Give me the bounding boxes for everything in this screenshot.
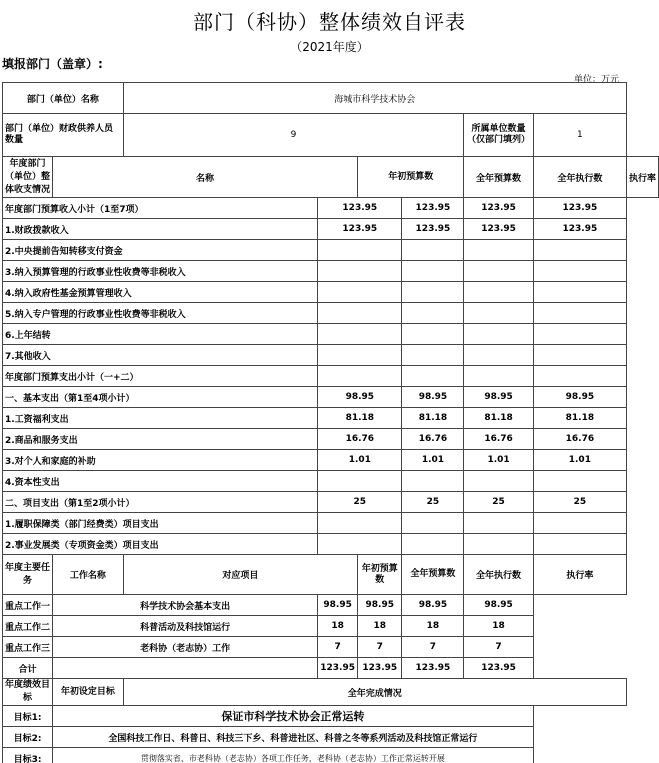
task-row-annual: 98.95 bbox=[358, 595, 402, 616]
budget-row-annual: 98.95 bbox=[402, 387, 464, 408]
staff-label: 部门（单位）财政供养人员数量 bbox=[3, 114, 124, 157]
budget-row-initial bbox=[318, 471, 402, 492]
budget-row bbox=[3, 513, 659, 534]
budget-row-exec: 81.18 bbox=[464, 408, 533, 429]
budget-row bbox=[3, 387, 659, 408]
budget-row-annual: 81.18 bbox=[402, 408, 464, 429]
budget-row-annual: 123.95 bbox=[402, 219, 464, 240]
task-row-project: 科学技术协会基本支出 bbox=[53, 595, 318, 616]
budget-row-name: 一、基本支出（第1至4项小计） bbox=[3, 387, 318, 408]
budget-row-exec: 25 bbox=[464, 492, 533, 513]
budget-row-rate bbox=[533, 282, 626, 303]
budget-row-name: 5.纳入专户管理的行政事业性收费等非税收入 bbox=[3, 303, 318, 324]
budget-row-annual bbox=[402, 324, 464, 345]
task-row-annual: 18 bbox=[358, 616, 402, 637]
budget-row-rate bbox=[533, 240, 626, 261]
task-total-v2: 123.95 bbox=[358, 658, 402, 679]
budget-row-name: 4.纳入政府性基金预算管理收入 bbox=[3, 282, 318, 303]
task-header-project: 对应项目 bbox=[123, 555, 357, 595]
goal-row-label: 目标3: bbox=[3, 748, 53, 763]
budget-row-rate: 123.95 bbox=[533, 198, 626, 219]
budget-row-rate: 98.95 bbox=[533, 387, 626, 408]
goals-header-done: 全年完成情况 bbox=[123, 679, 626, 706]
budget-row-name: 7.其他收入 bbox=[3, 345, 318, 366]
budget-row-initial bbox=[318, 303, 402, 324]
task-row-exec: 18 bbox=[402, 616, 464, 637]
budget-row-annual bbox=[402, 366, 464, 387]
goal-row-text: 全国科技工作日、科普日、科技三下乡、科普进社区、科普之冬等系列活动及科技馆正常运行 bbox=[53, 727, 534, 748]
task-header-annual: 全年预算数 bbox=[402, 555, 464, 595]
budget-row-initial: 16.76 bbox=[318, 429, 402, 450]
task-header-name: 工作名称 bbox=[53, 555, 124, 595]
budget-row bbox=[3, 534, 659, 555]
budget-row-initial bbox=[318, 345, 402, 366]
task-total-v1: 123.95 bbox=[318, 658, 358, 679]
budget-row-rate: 81.18 bbox=[533, 408, 626, 429]
budget-row bbox=[3, 408, 659, 429]
goal-row bbox=[3, 706, 659, 727]
task-row bbox=[3, 595, 659, 616]
tasks-section-label: 年度主要任务 bbox=[3, 555, 53, 595]
budget-row-exec: 123.95 bbox=[464, 219, 533, 240]
budget-row-name: 3.对个人和家庭的补助 bbox=[3, 450, 318, 471]
budget-row-exec bbox=[464, 534, 533, 555]
goal-row bbox=[3, 748, 659, 763]
budget-row-exec: 1.01 bbox=[464, 450, 533, 471]
col-header-initial-budget: 年初预算数 bbox=[358, 157, 464, 198]
budget-row-rate bbox=[533, 534, 626, 555]
budget-row-exec bbox=[464, 282, 533, 303]
budget-row bbox=[3, 261, 659, 282]
budget-row-rate bbox=[533, 471, 626, 492]
task-row-name: 重点工作二 bbox=[3, 616, 53, 637]
task-row-initial: 7 bbox=[318, 637, 358, 658]
task-header-rate: 执行率 bbox=[533, 555, 626, 595]
task-row bbox=[3, 637, 659, 658]
sub-units-label: 所属单位数量（仅部门填列） bbox=[464, 114, 533, 157]
budget-row-annual: 123.95 bbox=[402, 198, 464, 219]
col-header-name: 名称 bbox=[53, 157, 358, 198]
task-total-label: 合计 bbox=[3, 658, 53, 679]
budget-row-initial bbox=[318, 513, 402, 534]
task-total-v4: 123.95 bbox=[464, 658, 533, 679]
budget-row-name: 3.纳入预算管理的行政事业性收费等非税收入 bbox=[3, 261, 318, 282]
budget-row-initial: 123.95 bbox=[318, 219, 402, 240]
budget-row bbox=[3, 282, 659, 303]
col-header-exec-rate: 执行率 bbox=[626, 157, 658, 198]
budget-row-exec bbox=[464, 240, 533, 261]
budget-row-annual: 25 bbox=[402, 492, 464, 513]
goal-row-label: 目标1: bbox=[3, 706, 53, 727]
dept-name-label: 部门（单位）名称 bbox=[3, 83, 124, 114]
budget-row-annual bbox=[402, 282, 464, 303]
budget-row-exec: 98.95 bbox=[464, 387, 533, 408]
task-row-rate: 7 bbox=[464, 637, 533, 658]
goals-section-label: 年度绩效目标 bbox=[3, 679, 53, 706]
budget-row-annual bbox=[402, 240, 464, 261]
task-row-exec: 98.95 bbox=[402, 595, 464, 616]
budget-row-name: 2.中央提前告知转移支付资金 bbox=[3, 240, 318, 261]
task-total-project bbox=[53, 658, 318, 679]
budget-row-rate bbox=[533, 366, 626, 387]
goal-row-text: 保证市科学技术协会正常运转 bbox=[53, 706, 534, 727]
budget-row bbox=[3, 324, 659, 345]
task-row-initial: 18 bbox=[318, 616, 358, 637]
budget-row bbox=[3, 366, 659, 387]
budget-row bbox=[3, 471, 659, 492]
budget-row bbox=[3, 219, 659, 240]
budget-row-annual bbox=[402, 345, 464, 366]
budget-row-rate bbox=[533, 345, 626, 366]
sub-units-value: 1 bbox=[533, 114, 626, 157]
task-row-name: 重点工作一 bbox=[3, 595, 53, 616]
budget-row-exec: 123.95 bbox=[464, 198, 533, 219]
budget-row-exec bbox=[464, 303, 533, 324]
task-header-exec: 全年执行数 bbox=[464, 555, 533, 595]
budget-row-initial bbox=[318, 324, 402, 345]
goal-row-text: 贯彻落实省、市老科协（老志协）各项工作任务，老科协（老志协）工作正常运转开展 bbox=[53, 748, 534, 763]
task-row bbox=[3, 616, 659, 637]
budget-section-label: 年度部门（单位）整体收支情况 bbox=[3, 157, 53, 198]
budget-row-annual: 1.01 bbox=[402, 450, 464, 471]
budget-row-rate bbox=[533, 303, 626, 324]
unit-label: 单位：万元 bbox=[573, 75, 619, 85]
budget-row-name: 2.商品和服务支出 bbox=[3, 429, 318, 450]
budget-row bbox=[3, 429, 659, 450]
task-header-initial: 年初预算数 bbox=[358, 555, 402, 595]
budget-row-exec bbox=[464, 345, 533, 366]
budget-row bbox=[3, 303, 659, 324]
evaluation-table bbox=[2, 82, 659, 763]
budget-row-exec bbox=[464, 513, 533, 534]
budget-row-name: 2.事业发展类（专项资金类）项目支出 bbox=[3, 534, 318, 555]
budget-row-initial: 98.95 bbox=[318, 387, 402, 408]
budget-row-initial bbox=[318, 534, 402, 555]
budget-row-name: 1.财政拨款收入 bbox=[3, 219, 318, 240]
goal-row-label: 目标2: bbox=[3, 727, 53, 748]
budget-row-annual: 16.76 bbox=[402, 429, 464, 450]
budget-row-exec bbox=[464, 261, 533, 282]
dept-name-value: 海城市科学技术协会 bbox=[123, 83, 626, 114]
budget-row-exec bbox=[464, 324, 533, 345]
budget-row bbox=[3, 240, 659, 261]
budget-row-annual bbox=[402, 303, 464, 324]
task-row-name: 重点工作三 bbox=[3, 637, 53, 658]
budget-row-name: 年度部门预算收入小计（1至7项） bbox=[3, 198, 318, 219]
budget-row-name: 二、项目支出（第1至2项小计） bbox=[3, 492, 318, 513]
budget-row-name: 1.履职保障类（部门经费类）项目支出 bbox=[3, 513, 318, 534]
task-total-v3: 123.95 bbox=[402, 658, 464, 679]
budget-row-rate bbox=[533, 324, 626, 345]
budget-row-rate: 25 bbox=[533, 492, 626, 513]
budget-row-annual bbox=[402, 471, 464, 492]
budget-row-rate bbox=[533, 261, 626, 282]
budget-row-initial bbox=[318, 282, 402, 303]
staff-value: 9 bbox=[123, 114, 464, 157]
goals-header-set: 年初设定目标 bbox=[53, 679, 124, 706]
budget-row-name: 6.上年结转 bbox=[3, 324, 318, 345]
budget-row-rate: 1.01 bbox=[533, 450, 626, 471]
budget-row-rate: 16.76 bbox=[533, 429, 626, 450]
task-row-project: 科普活动及科技馆运行 bbox=[53, 616, 318, 637]
budget-row-initial: 123.95 bbox=[318, 198, 402, 219]
reporter-label: 填报部门（盖章）: bbox=[2, 57, 103, 71]
budget-row-annual bbox=[402, 261, 464, 282]
budget-row-rate: 123.95 bbox=[533, 219, 626, 240]
page-subtitle: （2021年度） bbox=[290, 40, 369, 54]
task-row-rate: 98.95 bbox=[464, 595, 533, 616]
budget-row-name: 4.资本性支出 bbox=[3, 471, 318, 492]
budget-row bbox=[3, 450, 659, 471]
budget-row bbox=[3, 198, 659, 219]
page-title: 部门（科协）整体绩效自评表 bbox=[193, 10, 466, 34]
task-row-annual: 7 bbox=[358, 637, 402, 658]
col-header-annual-budget: 全年预算数 bbox=[464, 157, 533, 198]
budget-row-exec: 16.76 bbox=[464, 429, 533, 450]
task-row-initial: 98.95 bbox=[318, 595, 358, 616]
budget-row-exec bbox=[464, 366, 533, 387]
budget-row-initial bbox=[318, 261, 402, 282]
budget-row-initial bbox=[318, 366, 402, 387]
goal-row bbox=[3, 727, 659, 748]
budget-row bbox=[3, 492, 659, 513]
budget-row-name: 年度部门预算支出小计（一+二） bbox=[3, 366, 318, 387]
budget-row-name: 1.工资福利支出 bbox=[3, 408, 318, 429]
budget-row-initial: 25 bbox=[318, 492, 402, 513]
budget-row-annual bbox=[402, 534, 464, 555]
budget-row-initial: 81.18 bbox=[318, 408, 402, 429]
budget-row-rate bbox=[533, 513, 626, 534]
budget-row-initial bbox=[318, 240, 402, 261]
budget-row-exec bbox=[464, 471, 533, 492]
budget-row-initial: 1.01 bbox=[318, 450, 402, 471]
col-header-annual-exec: 全年执行数 bbox=[533, 157, 626, 198]
budget-row bbox=[3, 345, 659, 366]
task-row-project: 老科协（老志协）工作 bbox=[53, 637, 318, 658]
task-row-rate: 18 bbox=[464, 616, 533, 637]
budget-row-annual bbox=[402, 513, 464, 534]
task-row-exec: 7 bbox=[402, 637, 464, 658]
